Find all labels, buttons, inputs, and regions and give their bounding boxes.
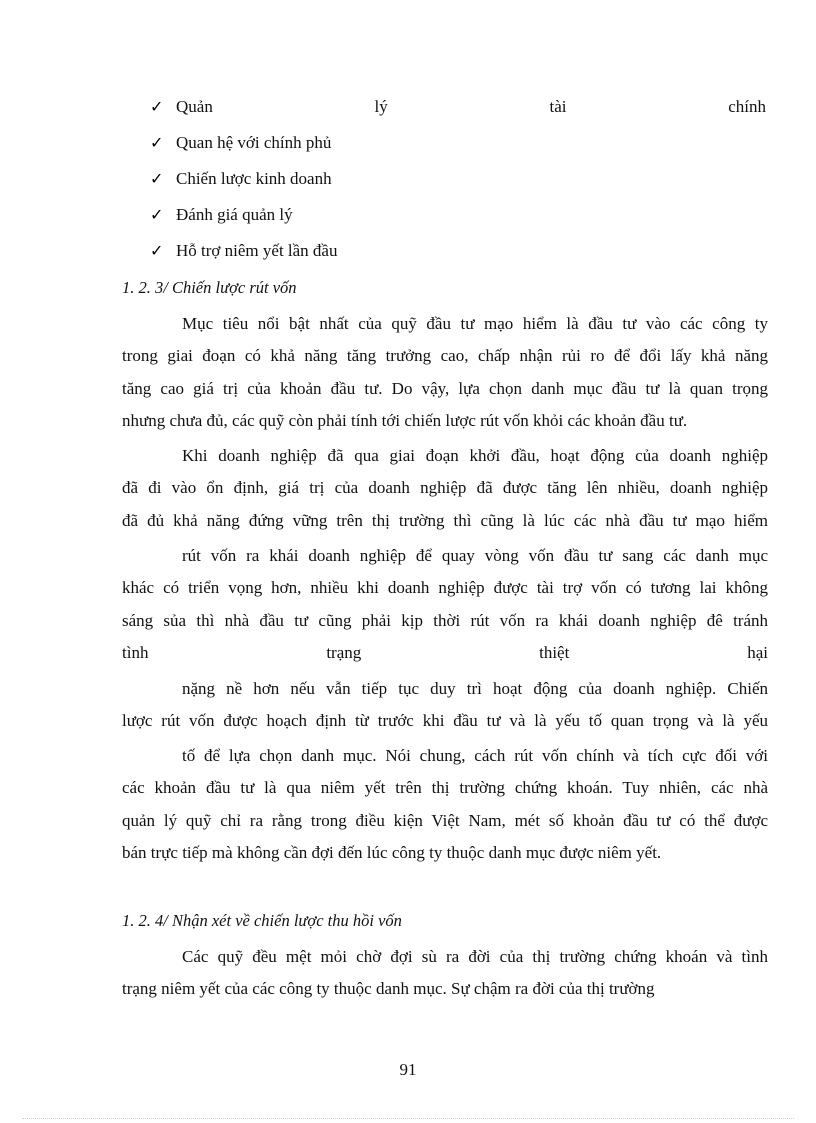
paragraph [122, 308, 768, 437]
list-item-text: Quan hệ với chính phủ [176, 133, 332, 152]
text-line: lược rút vốn được hoạch định từ trước khi đầu tư và là yếu tố quan trọng và là yếu [122, 711, 768, 731]
page-number: 91 [399, 1060, 417, 1079]
checkmark-icon: ✓ [150, 133, 164, 152]
list-item [150, 94, 770, 130]
text-line: bán trực tiếp mà không cần đợi đến lúc công ty thuộc danh mục được niêm yết. [122, 842, 662, 862]
text-line: quản lý quỹ chỉ ra rằng trong điều kiện Việt Nam, mét số khoản đầu tư có thể được [122, 810, 768, 830]
paragraph [122, 673, 768, 738]
text-line: tình trạng thiệt hại [122, 642, 768, 662]
list-item [150, 238, 770, 274]
text-line: tăng cao giá trị của khoản đầu tư. Do vậy, lựa chọn danh mục đầu tư là quan trọng [122, 378, 768, 398]
list-item [150, 130, 770, 166]
text-line: Khi doanh nghiệp đã qua giai đoạn khởi đầu, hoạt động của doanh nghiệp [182, 446, 768, 465]
checkmark-icon: ✓ [150, 169, 164, 188]
text-line: các khoản đầu tư là qua niêm yết trên thị trường chứng khoán. Tuy nhiên, các nhà [122, 778, 768, 798]
list-item [150, 166, 770, 202]
section-heading: 1. 2. 3/ Chiến lược rút vốn [122, 278, 297, 297]
text-line: nặng nề hơn nếu vẫn tiếp tục duy trì hoạt động của doanh nghiệp. Chiến [182, 679, 768, 698]
text-line: trong giai đoạn có khả năng tăng trưởng cao, chấp nhận rủi ro để đổi lấy khả năng [122, 346, 768, 366]
paragraph [122, 941, 768, 1006]
checkmark-icon: ✓ [150, 241, 164, 260]
page-border [22, 1118, 794, 1119]
text-line: sáng sủa thì nhà đầu tư cũng phải kịp thời rút vốn ra khái doanh nghiệp đê tránh [122, 610, 768, 630]
text-line: đã đi vào ổn định, giá trị của doanh nghiệp đã được tăng lên nhiều, doanh nghiệp [122, 478, 768, 498]
list-item-text: Quản lý tài chính [176, 97, 766, 116]
text-line: khác có triển vọng hơn, nhiều khi doanh nghiệp được tài trợ vốn có tương lai không [122, 578, 768, 598]
checklist [150, 94, 770, 274]
paragraph [122, 740, 768, 869]
list-item [150, 202, 770, 238]
section-heading: 1. 2. 4/ Nhận xét về chiến lược thu hồi vốn [122, 911, 402, 930]
text-line: trạng niêm yết của các công ty thuộc danh mục. Sự chậm ra đời của thị trường [122, 979, 655, 999]
text-line: đã đủ khả năng đứng vững trên thị trường thì cũng là lúc các nhà đầu tư mạo hiểm [122, 510, 768, 530]
text-line: Các quỹ đều mệt mỏi chờ đợi sù ra đời của thị trường chứng khoán và tình [182, 947, 768, 966]
paragraph [122, 540, 768, 669]
list-item-text: Đánh giá quản lý [176, 205, 293, 224]
list-item-text: Chiến lược kinh doanh [176, 169, 332, 188]
text-line: tố để lựa chọn danh mục. Nói chung, cách rút vốn chính và tích cực đối với [182, 746, 768, 765]
list-item-text: Hỗ trợ niêm yết lần đầu [176, 241, 338, 260]
text-line: Mục tiêu nổi bật nhất của quỹ đầu tư mạo hiểm là đầu tư vào các công ty [182, 314, 768, 333]
text-line: nhưng chưa đủ, các quỹ còn phải tính tới chiến lược rút vốn khỏi các khoản đầu tư. [122, 410, 688, 430]
checkmark-icon: ✓ [150, 205, 164, 224]
checkmark-icon: ✓ [150, 97, 164, 116]
paragraph [122, 440, 768, 537]
text-line: rút vốn ra khái doanh nghiệp để quay vòng vốn đầu tư sang các danh mục [182, 546, 768, 565]
